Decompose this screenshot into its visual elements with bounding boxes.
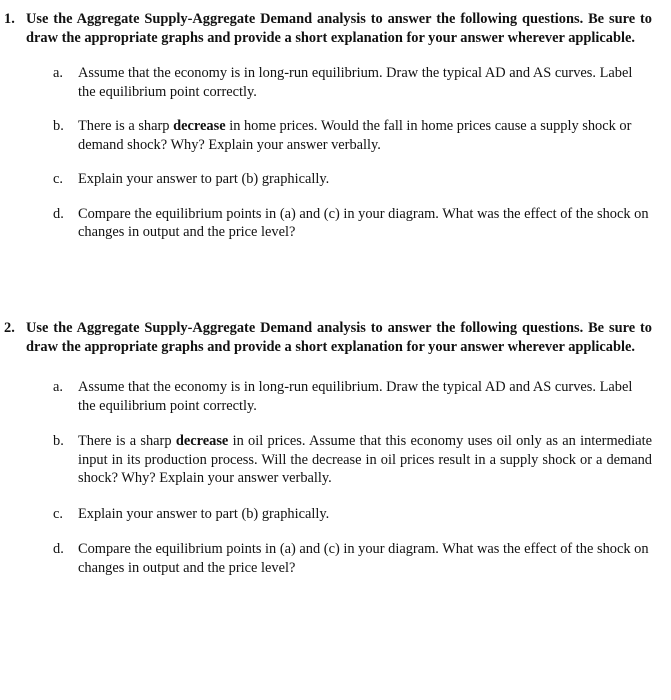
- part-text: Assume that the economy is in long-run equilibrium. Draw the typical AD and AS curves. Label the equilibrium point correctly.: [78, 65, 633, 100]
- question-1-part-b: [53, 117, 652, 154]
- question-1-parts: [4, 64, 652, 242]
- question-2-part-b: [53, 432, 652, 488]
- part-text: Assume that the economy is in long-run equilibrium. Draw the typical AD and AS curves. Label the equilibrium point correctly.: [78, 379, 633, 414]
- question-number: 1.: [4, 11, 15, 27]
- part-text-emphasis: decrease: [173, 118, 226, 134]
- question-2-parts: [4, 378, 652, 577]
- question-prompt: Use the Aggregate Supply-Aggregate Demand analysis to answer the following questions. Be sure to draw the appropriate graphs and provide a short explanation for your answer wherever applicable.: [26, 320, 652, 355]
- question-2-header: [4, 319, 652, 357]
- question-prompt: Use the Aggregate Supply-Aggregate Demand analysis to answer the following questions. Be sure to draw the appropriate graphs and provide a short explanation for your answer wherever applicable.: [26, 11, 652, 46]
- part-text-pre: There is a sharp: [78, 118, 174, 134]
- part-text: Explain your answer to part (b) graphically.: [78, 505, 330, 522]
- part-letter: d.: [53, 205, 64, 222]
- question-1: [4, 10, 652, 258]
- question-1-part-d: [53, 205, 652, 242]
- question-2: [4, 319, 652, 594]
- question-number: 2.: [4, 320, 15, 336]
- question-2-part-c: [53, 505, 652, 524]
- question-1-part-a: [53, 64, 652, 101]
- part-text: Explain your answer to part (b) graphically.: [78, 171, 330, 187]
- part-text: [78, 117, 652, 154]
- part-letter: a.: [53, 65, 63, 81]
- question-2-part-d: [53, 540, 652, 577]
- question-1-header: [4, 10, 652, 48]
- part-text: Compare the equilibrium points in (a) and (c) in your diagram. What was the effect of the shock on changes in output and the price level?: [78, 205, 649, 240]
- part-letter: b.: [53, 118, 64, 134]
- part-text-post: in home prices. Would the fall in home prices cause a supply shock or demand shock? Why? Explain your answer verbally.: [78, 118, 632, 153]
- part-text-post: in oil prices. Assume that this economy uses oil only as an intermediate input in its production process. Will the decrease in oil prices result in a supply shock or a demand shock? Why? Explain your answer verbally.: [78, 433, 652, 486]
- part-text: Compare the equilibrium points in (a) and (c) in your diagram. What was the effect of the shock on changes in output and the price level?: [78, 541, 649, 576]
- part-letter: b.: [53, 433, 64, 449]
- part-letter: d.: [53, 541, 64, 557]
- question-2-part-a: [53, 378, 652, 415]
- part-text-emphasis: decrease: [175, 433, 229, 449]
- question-1-part-c: [53, 170, 652, 189]
- part-letter: a.: [53, 379, 63, 395]
- part-letter: c.: [53, 505, 63, 522]
- part-letter: c.: [53, 171, 63, 187]
- part-text-pre: There is a sharp: [78, 433, 176, 449]
- part-text: [78, 432, 652, 488]
